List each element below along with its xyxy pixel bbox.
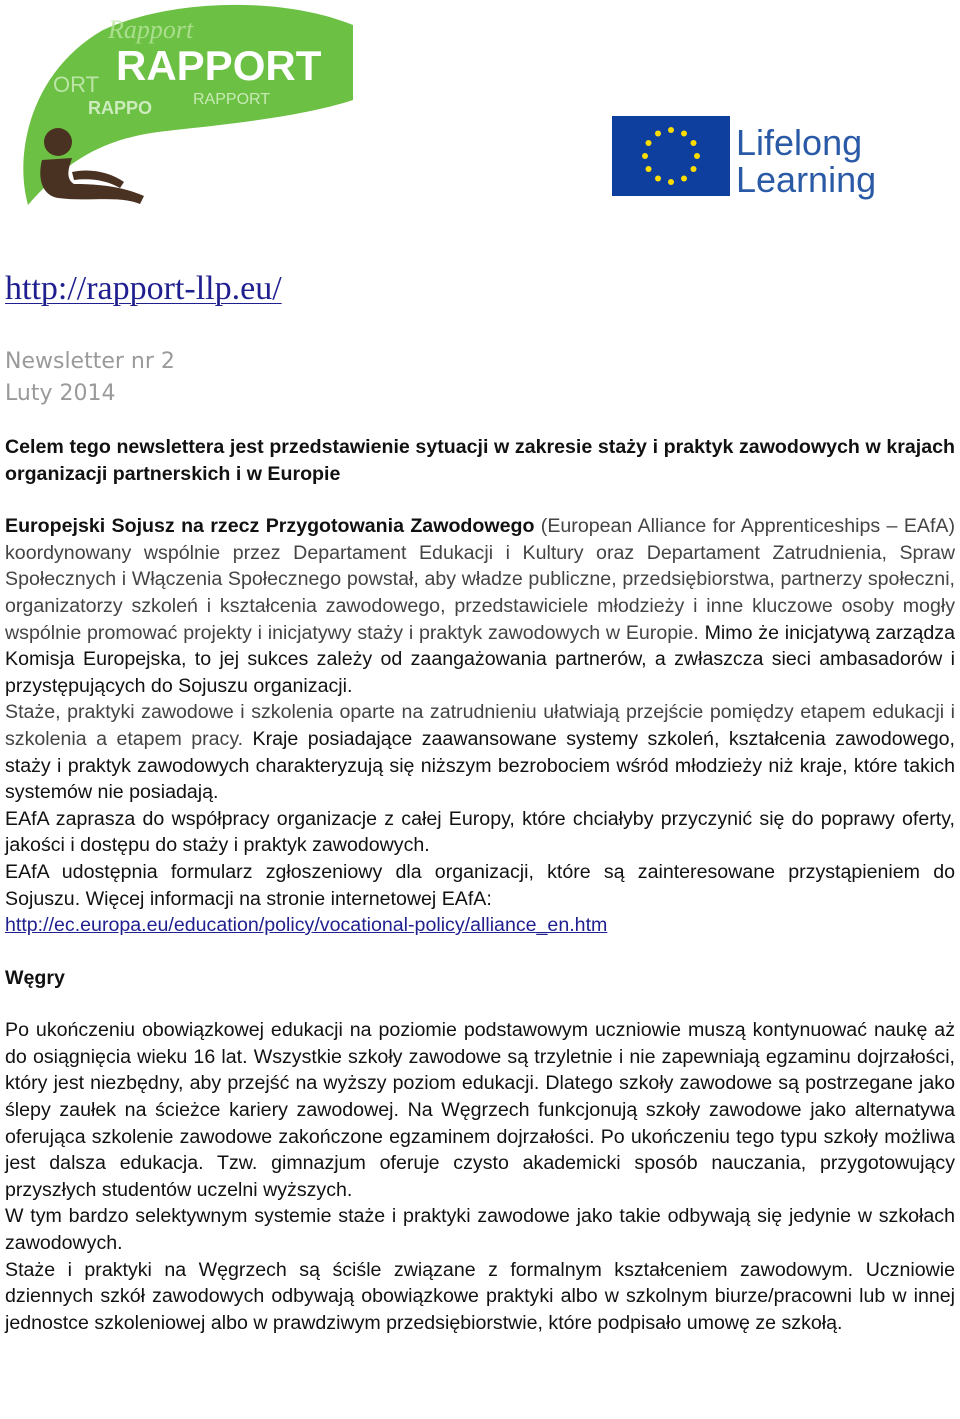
training-paragraph (5, 699, 955, 805)
lifelong-learning-logo (612, 114, 882, 206)
llp-logo-text (736, 124, 876, 198)
hungary-paragraph-2: W tym bardzo selektywnym systemie staże i praktyki zawodowe jako takie odbywają się jedynie w szkołach zawodowych. (5, 1205, 955, 1255)
rapport-logo-text: RAPPORT (116, 42, 322, 89)
hungary-paragraph-3: Staże i praktyki na Węgrzech są ściśle związane z formalnym kształceniem zawodowym. Uczniowie dziennych szkół zawodowych odbywają obowiązkowe praktyki albo w szkolnym biurze/pracowni lub w innej jednostce szkoleniowej albo w prawdziwym przedsiębiorstwie, które podpisało umowę ze szkołą. (5, 1258, 955, 1334)
rapport-logo (18, 0, 358, 215)
newsletter-label: Newsletter nr 2 (5, 349, 175, 374)
form-paragraph (5, 859, 955, 939)
alliance-commission-text: Mimo że inicjatywą zarządza Komisja Europejska, to jej sukces zależy od zaangażowania partnerów, a zwłaszcza sieci ambasadorów i przystępujących do Sojuszu organizacji. (5, 621, 955, 697)
section-heading-hungary: Węgry (5, 966, 65, 989)
llp-logo-line2: Learning (736, 159, 877, 200)
alliance-description: (European Alliance for Apprenticeships – EAfA) koordynowany wspólnie przez Departament Edukacji i Kultury oraz Departament Zatrudnienia, Spraw Społecznych i Włączenia Społecznego powstał, aby władze publiczne, przedsiębiorstwa, partnerzy społeczni, organizatorzy szkoleń i kształcenia zawodowego, przedstawiciele młodzieży i inne kluczowe osoby mogły wspólnie promować projekty i inicjatywy staży i praktyk zawodowych w Europie. (5, 515, 955, 644)
newsletter-meta (5, 346, 175, 410)
website-link[interactable]: http://rapport-llp.eu/ (5, 270, 282, 307)
header (0, 0, 960, 230)
form-text: EAfA udostępnia formularz zgłoszeniowy dla organizacji, które są zainteresowane przystąpieniem do Sojuszu. Więcej informacji na stronie internetowej EAfA: (5, 860, 955, 910)
alliance-link[interactable]: http://ec.europa.eu/education/policy/vocational-policy/alliance_en.htm (5, 914, 608, 937)
svg-text:RAPPORT: RAPPORT (193, 91, 271, 108)
alliance-name: Europejski Sojusz na rzecz Przygotowania Zawodowego (5, 515, 535, 538)
llp-logo-line1: Lifelong (736, 122, 863, 163)
training-countries-text: Kraje posiadające zaawansowane systemy szkoleń, kształcenia zawodowego, staży i praktyk zawodowych charakteryzują się niższym bezrobociem wśród młodzieży niż kraje, które takich systemów nie posiadają. (5, 727, 955, 804)
svg-text:ORT: ORT (53, 72, 100, 97)
svg-text:Rapport: Rapport (108, 15, 194, 44)
intro-paragraph: Celem tego newslettera jest przedstawienie sytuacji w zakresie staży i praktyk zawodowych w krajach organizacji partnerskich i w Europie (5, 436, 955, 485)
newsletter-body (5, 434, 955, 1336)
invitation-paragraph: EAfA zaprasza do współpracy organizacje z całej Europy, które chciałyby przyczynić się do poprawy oferty, jakości i dostępu do staży i praktyk zawodowych. (5, 807, 955, 857)
eu-flag-icon (612, 116, 730, 196)
newsletter-date: Luty 2014 (5, 381, 116, 406)
alliance-paragraph (5, 513, 955, 699)
training-text: Staże, praktyki zawodowe i szkolenia oparte na zatrudnieniu ułatwiają przejście pomiędzy etapem edukacji i szkolenia a etapem pracy. (5, 701, 955, 750)
hungary-paragraph-1: Po ukończeniu obowiązkowej edukacji na poziomie podstawowym uczniowie muszą kontynuować naukę aż do osiągnięcia wieku 16 lat. Wszystkie szkoły zawodowe są trzyletnie i nie zapewniają egzaminu dojrzałości, który jest niezbędny, aby przejść na wyższy poziom edukacji. Dlatego szkoły zawodowe są postrzegane jako ślepy zaułek na ścieżce kariery zawodowej. Na Węgrzech funkcjonują szkoły zawodowe jako alternatywa oferująca szkolenie zawodowe zakończone egzaminem dojrzałości. Po ukończeniu tego typu szkoły możliwa jest dalsza edukacja. Tzw. gimnazjum oferuje czysto akademicki sposób nauczania, przygotowujący przyszłych studentów uczelni wyższych. (5, 1019, 955, 1201)
svg-text:RAPPO: RAPPO (88, 98, 153, 118)
